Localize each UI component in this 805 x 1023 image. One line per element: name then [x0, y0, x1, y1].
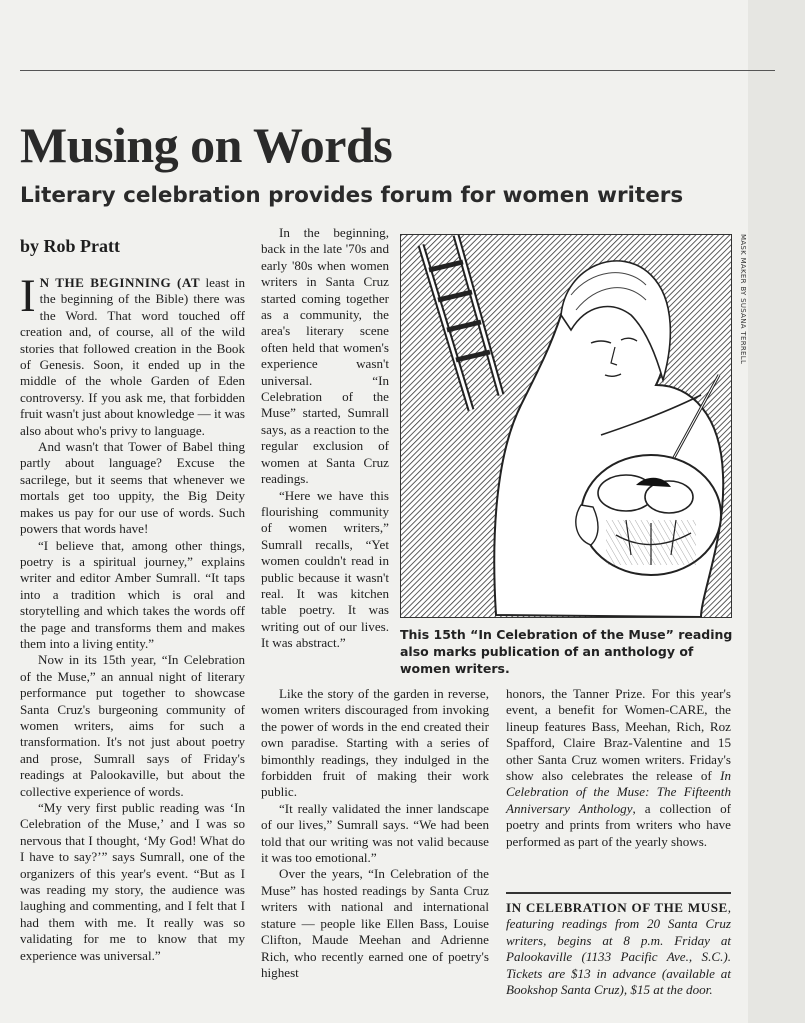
paragraph: “My very first public reading was ‘In Celebration of the Muse,’ and I was so nervous that I thought, ‘My God! What do I have to say?’” says Sumrall, one of the organizers of this year's event. “But as I was reading my story, the audience was laughing and commenting, and I felt that I had them with me. It really was so validating for me to know that my experience was universal.”: [20, 800, 245, 963]
text: honors, the Tanner Prize. For this year's event, a benefit for Women-CARE, the lineup features Bass, Meehan, Rich, Roz Spafford, Claire Braz-Valentine and 15 other Santa Cruz women writers. Friday's show also celebrates the release of: [506, 686, 731, 784]
column-3: [506, 686, 731, 850]
photo-credit: MASK MAKER BY SUSANA TERRELL: [739, 234, 747, 365]
paragraph: “It really validated the inner landscape of our lives,” Sumrall says. “We had been told that our writing was not valid because it was too emotional.”: [261, 800, 489, 866]
top-rule: [20, 70, 775, 71]
headline: Musing on Words: [20, 117, 393, 173]
mask-maker-illustration: [400, 234, 732, 618]
drop-cap: I: [20, 270, 36, 322]
lead-caps: N THE BEGINNING (AT: [39, 275, 201, 290]
paragraph: In the beginning, back in the late '70s and early '80s when women writers in Santa Cruz started coming together as a community, the area's literary scene often held that women's experience wasn't universal. “In Celebration of the Muse” started, Sumrall says, as a reaction to the regular exclusion of women at Santa Cruz readings.: [261, 225, 389, 487]
paragraph: Now in its 15th year, “In Celebration of the Muse,” an annual night of literary performance put together to showcase Santa Cruz's burgeoning community of women writers, aims for such a transformation. It's not just about poetry and prose, Sumrall says of Friday's readings at Palookaville, but about the collective experience of words.: [20, 652, 245, 799]
adjacent-page-edge: [748, 0, 805, 1023]
paragraph: [506, 686, 731, 850]
paragraph: “Here we have this flourishing community of women writers,” Sumrall recalls, “Yet women couldn't read in public because it wasn't real. It was kitchen table poetry. It was writing out of our lives. It was abstract.”: [261, 487, 389, 651]
column-2-bottom: [261, 686, 489, 981]
info-box-rule: [506, 892, 731, 894]
lead-paragraph: [20, 270, 245, 439]
paragraph: “I believe that, among other things, poetry is a spiritual journey,” explains writer and editor Amber Sumrall. “It taps into a tradition which is oral and storytelling and which takes the words off the page and transforms them and makes them into a living entity.”: [20, 537, 245, 651]
column-2-top: [261, 225, 389, 652]
text: , a collection of poetry and prints from writers who have performed as part of the yearly shows.: [506, 800, 731, 849]
event-name: IN CELEBRATION OF THE MUSE: [506, 900, 728, 915]
subhead: Literary celebration provides forum for women writers: [20, 183, 684, 208]
paragraph: And wasn't that Tower of Babel thing partly about language? Excuse the sacrilege, but it seems that whenever we mortals get too uppity, the Big Deity makes us pay for our use of words. Such powers that words have!: [20, 439, 245, 537]
event-details: , featuring readings from 20 Santa Cruz writers, begins at 8 p.m. Friday at Palookaville (1133 Pacific Ave., S.C.). Tickets are $13 in advance (available at Bookshop Santa Cruz), $15 at the door.: [506, 900, 731, 998]
byline: by Rob Pratt: [20, 236, 120, 256]
lead-text: least in the beginning of the Bible) there was the Word. That word touched off creation and, of course, all of the wild stories that followed creation in the Book of Genesis. Soon, it ended up in the middle of the whole Garden of Eden controversy. If you ask me, that forbidden fruit wasn't just about knowledge — it was also about who's privy to language.: [20, 275, 245, 438]
event-info-box: [506, 900, 731, 998]
column-1: [20, 270, 245, 964]
paragraph: Like the story of the garden in reverse, women writers discouraged from invoking the power of words in the end created their own paradise. Starting with a series of bimonthly readings, they indulged in the forbidden fruit of making their work public.: [261, 686, 489, 800]
image-caption: This 15th “In Celebration of the Muse” reading also marks publication of an anthology of women writers.: [400, 627, 733, 676]
paragraph: Over the years, “In Celebration of the Muse” has hosted readings by Santa Cruz writers with national and international stature — people like Ellen Bass, Louise Clifton, Maude Meehan and Adrienne Rich, who recently earned one of poetry's highest: [261, 866, 489, 980]
anthology-title: In Celebration of the Muse: The Fifteenth Anniversary Anthology: [506, 768, 731, 816]
